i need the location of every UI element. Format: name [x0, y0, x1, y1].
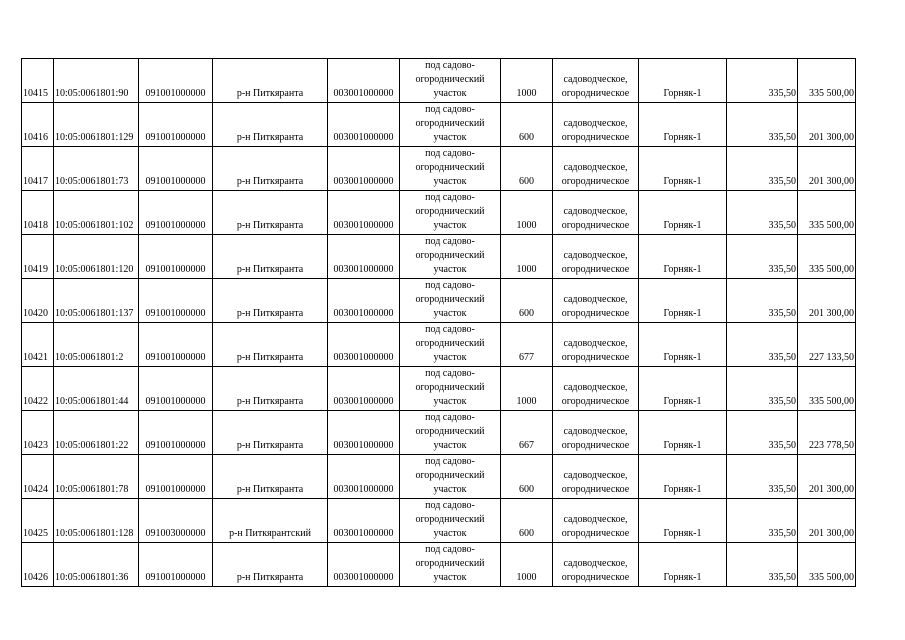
area-cell: 1000 — [501, 191, 553, 235]
purpose-line-1: под садово- — [425, 368, 475, 379]
purpose-line-3: участок — [433, 352, 467, 363]
table-row — [22, 367, 856, 411]
district-cell: р-н Питкяранта — [213, 279, 328, 323]
district-cell: р-н Питкяранта — [213, 59, 328, 103]
district-cell: р-н Питкяранта — [213, 147, 328, 191]
rate-cell: 335,50 — [727, 191, 798, 235]
purpose-cell — [400, 323, 501, 367]
purpose-line-2: огороднический — [415, 382, 485, 393]
cadastral-value-cell: 227 133,50 — [798, 323, 856, 367]
society-cell: Горняк-1 — [639, 147, 727, 191]
purpose-line-1: под садово- — [425, 60, 475, 71]
category-code-cell: 003001000000 — [328, 279, 400, 323]
purpose-line-2: огороднический — [415, 74, 485, 85]
purpose-line-3: участок — [433, 572, 467, 583]
rate-cell: 335,50 — [727, 103, 798, 147]
use-line-1: садоводческое, — [563, 162, 628, 173]
use-type-cell — [553, 455, 639, 499]
use-type-cell — [553, 543, 639, 587]
district-cell: р-н Питкяранта — [213, 411, 328, 455]
cadastral-value-cell: 335 500,00 — [798, 59, 856, 103]
rate-cell: 335,50 — [727, 147, 798, 191]
table-row — [22, 59, 856, 103]
purpose-line-1: под садово- — [425, 104, 475, 115]
use-type-cell — [553, 235, 639, 279]
society-cell: Горняк-1 — [639, 411, 727, 455]
district-cell: р-н Питкяранта — [213, 323, 328, 367]
category-code-cell: 003001000000 — [328, 235, 400, 279]
purpose-line-2: огороднический — [415, 206, 485, 217]
category-code-cell: 003001000000 — [328, 543, 400, 587]
use-line-1: садоводческое, — [563, 294, 628, 305]
society-cell: Горняк-1 — [639, 367, 727, 411]
category-code-cell: 003001000000 — [328, 191, 400, 235]
area-cell: 600 — [501, 147, 553, 191]
rate-cell: 335,50 — [727, 543, 798, 587]
row-number-cell: 10422 — [22, 367, 54, 411]
purpose-line-3: участок — [433, 132, 467, 143]
rate-cell: 335,50 — [727, 499, 798, 543]
category-code-cell: 003001000000 — [328, 323, 400, 367]
purpose-line-1: под садово- — [425, 544, 475, 555]
row-number-cell: 10426 — [22, 543, 54, 587]
cadastral-value-cell: 335 500,00 — [798, 191, 856, 235]
cadastral-value-cell: 201 300,00 — [798, 279, 856, 323]
cadastral-number-cell: 10:05:0061801:22 — [54, 411, 139, 455]
rate-cell: 335,50 — [727, 279, 798, 323]
cadastral-value-cell: 201 300,00 — [798, 103, 856, 147]
use-line-2: огородническое — [561, 396, 630, 407]
category-code-cell: 003001000000 — [328, 103, 400, 147]
use-line-1: садоводческое, — [563, 338, 628, 349]
territory-code-cell: 091003000000 — [139, 499, 213, 543]
rate-cell: 335,50 — [727, 323, 798, 367]
purpose-line-2: огороднический — [415, 294, 485, 305]
district-cell: р-н Питкяранта — [213, 367, 328, 411]
use-type-cell — [553, 367, 639, 411]
row-number-cell: 10418 — [22, 191, 54, 235]
purpose-cell — [400, 367, 501, 411]
cadastral-value-cell: 335 500,00 — [798, 235, 856, 279]
territory-code-cell: 091001000000 — [139, 411, 213, 455]
area-cell: 1000 — [501, 59, 553, 103]
purpose-cell — [400, 147, 501, 191]
category-code-cell: 003001000000 — [328, 367, 400, 411]
cadastral-number-cell: 10:05:0061801:2 — [54, 323, 139, 367]
cadastral-number-cell: 10:05:0061801:36 — [54, 543, 139, 587]
district-cell: р-н Питкяранта — [213, 235, 328, 279]
cadastral-value-cell: 223 778,50 — [798, 411, 856, 455]
purpose-line-2: огороднический — [415, 470, 485, 481]
rate-cell: 335,50 — [727, 411, 798, 455]
cadastral-number-cell: 10:05:0061801:102 — [54, 191, 139, 235]
use-line-1: садоводческое, — [563, 426, 628, 437]
territory-code-cell: 091001000000 — [139, 455, 213, 499]
purpose-cell — [400, 103, 501, 147]
society-cell: Горняк-1 — [639, 235, 727, 279]
category-code-cell: 003001000000 — [328, 411, 400, 455]
category-code-cell: 003001000000 — [328, 499, 400, 543]
cadastral-number-cell: 10:05:0061801:78 — [54, 455, 139, 499]
use-line-1: садоводческое, — [563, 118, 628, 129]
purpose-line-3: участок — [433, 220, 467, 231]
row-number-cell: 10417 — [22, 147, 54, 191]
society-cell: Горняк-1 — [639, 59, 727, 103]
row-number-cell: 10415 — [22, 59, 54, 103]
use-line-2: огородническое — [561, 308, 630, 319]
purpose-line-3: участок — [433, 484, 467, 495]
area-cell: 1000 — [501, 367, 553, 411]
district-cell: р-н Питкяранта — [213, 543, 328, 587]
territory-code-cell: 091001000000 — [139, 59, 213, 103]
purpose-cell — [400, 543, 501, 587]
cadastral-number-cell: 10:05:0061801:120 — [54, 235, 139, 279]
use-line-2: огородническое — [561, 528, 630, 539]
table-row — [22, 411, 856, 455]
row-number-cell: 10416 — [22, 103, 54, 147]
use-line-1: садоводческое, — [563, 74, 628, 85]
purpose-line-3: участок — [433, 264, 467, 275]
row-number-cell: 10424 — [22, 455, 54, 499]
territory-code-cell: 091001000000 — [139, 279, 213, 323]
territory-code-cell: 091001000000 — [139, 103, 213, 147]
cadastral-number-cell: 10:05:0061801:128 — [54, 499, 139, 543]
cadastral-value-cell: 335 500,00 — [798, 543, 856, 587]
use-type-cell — [553, 323, 639, 367]
area-cell: 1000 — [501, 543, 553, 587]
purpose-line-3: участок — [433, 528, 467, 539]
rate-cell: 335,50 — [727, 235, 798, 279]
rate-cell: 335,50 — [727, 367, 798, 411]
territory-code-cell: 091001000000 — [139, 367, 213, 411]
use-type-cell — [553, 191, 639, 235]
purpose-line-2: огороднический — [415, 338, 485, 349]
purpose-cell — [400, 191, 501, 235]
purpose-line-1: под садово- — [425, 148, 475, 159]
purpose-cell — [400, 235, 501, 279]
cadastral-number-cell: 10:05:0061801:44 — [54, 367, 139, 411]
table-row — [22, 279, 856, 323]
purpose-line-3: участок — [433, 176, 467, 187]
cadastral-number-cell: 10:05:0061801:129 — [54, 103, 139, 147]
use-type-cell — [553, 279, 639, 323]
purpose-line-3: участок — [433, 396, 467, 407]
row-number-cell: 10423 — [22, 411, 54, 455]
use-line-1: садоводческое, — [563, 558, 628, 569]
use-line-2: огородническое — [561, 220, 630, 231]
cadastral-value-cell: 201 300,00 — [798, 147, 856, 191]
territory-code-cell: 091001000000 — [139, 191, 213, 235]
cadastral-number-cell: 10:05:0061801:90 — [54, 59, 139, 103]
purpose-line-2: огороднический — [415, 426, 485, 437]
cadastral-number-cell: 10:05:0061801:137 — [54, 279, 139, 323]
table-body — [22, 59, 856, 587]
area-cell: 600 — [501, 103, 553, 147]
table-row — [22, 543, 856, 587]
row-number-cell: 10420 — [22, 279, 54, 323]
use-line-2: огородническое — [561, 572, 630, 583]
area-cell: 600 — [501, 279, 553, 323]
table-row — [22, 323, 856, 367]
use-line-2: огородническое — [561, 176, 630, 187]
purpose-line-1: под садово- — [425, 192, 475, 203]
society-cell: Горняк-1 — [639, 279, 727, 323]
category-code-cell: 003001000000 — [328, 147, 400, 191]
category-code-cell: 003001000000 — [328, 455, 400, 499]
use-line-1: садоводческое, — [563, 382, 628, 393]
use-line-2: огородническое — [561, 88, 630, 99]
purpose-line-3: участок — [433, 308, 467, 319]
purpose-line-2: огороднический — [415, 118, 485, 129]
cadastral-value-cell: 201 300,00 — [798, 499, 856, 543]
table-row — [22, 103, 856, 147]
purpose-cell — [400, 411, 501, 455]
purpose-line-2: огороднический — [415, 558, 485, 569]
territory-code-cell: 091001000000 — [139, 543, 213, 587]
district-cell: р-н Питкярантский — [213, 499, 328, 543]
purpose-line-2: огороднический — [415, 162, 485, 173]
table-row — [22, 147, 856, 191]
society-cell: Горняк-1 — [639, 323, 727, 367]
table-row — [22, 235, 856, 279]
territory-code-cell: 091001000000 — [139, 235, 213, 279]
society-cell: Горняк-1 — [639, 499, 727, 543]
society-cell: Горняк-1 — [639, 191, 727, 235]
use-line-2: огородническое — [561, 352, 630, 363]
purpose-line-2: огороднический — [415, 514, 485, 525]
territory-code-cell: 091001000000 — [139, 323, 213, 367]
purpose-line-3: участок — [433, 88, 467, 99]
area-cell: 1000 — [501, 235, 553, 279]
area-cell: 677 — [501, 323, 553, 367]
land-registry-table — [21, 58, 856, 587]
row-number-cell: 10419 — [22, 235, 54, 279]
society-cell: Горняк-1 — [639, 455, 727, 499]
purpose-line-1: под садово- — [425, 500, 475, 511]
table-row — [22, 455, 856, 499]
purpose-line-1: под садово- — [425, 236, 475, 247]
territory-code-cell: 091001000000 — [139, 147, 213, 191]
purpose-line-2: огороднический — [415, 250, 485, 261]
area-cell: 600 — [501, 455, 553, 499]
district-cell: р-н Питкяранта — [213, 103, 328, 147]
table-row — [22, 499, 856, 543]
use-line-1: садоводческое, — [563, 514, 628, 525]
use-type-cell — [553, 59, 639, 103]
purpose-cell — [400, 455, 501, 499]
area-cell: 600 — [501, 499, 553, 543]
use-type-cell — [553, 147, 639, 191]
cadastral-number-cell: 10:05:0061801:73 — [54, 147, 139, 191]
row-number-cell: 10425 — [22, 499, 54, 543]
cadastral-value-cell: 335 500,00 — [798, 367, 856, 411]
purpose-cell — [400, 59, 501, 103]
row-number-cell: 10421 — [22, 323, 54, 367]
purpose-line-1: под садово- — [425, 324, 475, 335]
purpose-cell — [400, 499, 501, 543]
purpose-line-1: под садово- — [425, 280, 475, 291]
area-cell: 667 — [501, 411, 553, 455]
category-code-cell: 003001000000 — [328, 59, 400, 103]
cadastral-value-cell: 201 300,00 — [798, 455, 856, 499]
use-line-2: огородническое — [561, 132, 630, 143]
use-line-2: огородническое — [561, 440, 630, 451]
purpose-line-3: участок — [433, 440, 467, 451]
use-type-cell — [553, 411, 639, 455]
society-cell: Горняк-1 — [639, 103, 727, 147]
district-cell: р-н Питкяранта — [213, 191, 328, 235]
use-line-1: садоводческое, — [563, 250, 628, 261]
use-line-2: огородническое — [561, 484, 630, 495]
table-row — [22, 191, 856, 235]
purpose-cell — [400, 279, 501, 323]
use-line-1: садоводческое, — [563, 470, 628, 481]
purpose-line-1: под садово- — [425, 456, 475, 467]
rate-cell: 335,50 — [727, 455, 798, 499]
use-type-cell — [553, 499, 639, 543]
rate-cell: 335,50 — [727, 59, 798, 103]
purpose-line-1: под садово- — [425, 412, 475, 423]
use-line-2: огородническое — [561, 264, 630, 275]
use-line-1: садоводческое, — [563, 206, 628, 217]
use-type-cell — [553, 103, 639, 147]
district-cell: р-н Питкяранта — [213, 455, 328, 499]
society-cell: Горняк-1 — [639, 543, 727, 587]
